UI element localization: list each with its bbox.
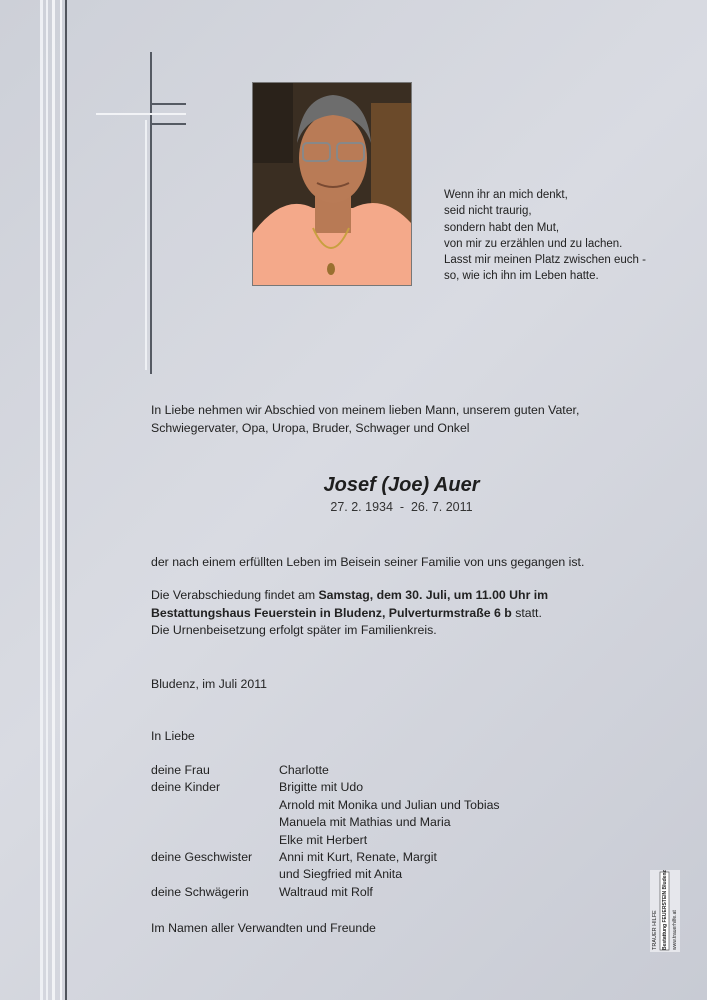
ceremony-text [151, 587, 548, 640]
deceased-name: Josef (Joe) Auer [323, 474, 480, 496]
family-names: Charlotte [279, 763, 329, 777]
life-dates: 27. 2. 1934 - 26. 7. 2011 [330, 500, 473, 514]
logo-line: Bestattung FEUERSTEIN Bludenz [662, 870, 668, 950]
ceremony-location: Bestattungshaus Feuerstein in Bludenz, Pulverturmstraße 6 b [151, 605, 512, 620]
family-row [151, 814, 500, 831]
family-names: Waltraud mit Rolf [279, 884, 373, 899]
logo-line: www.trauerhilfe.at [672, 910, 678, 950]
poem-line: sondern habt den Mut, [444, 221, 560, 234]
in-love-heading: In Liebe [151, 729, 195, 743]
family-row [151, 762, 500, 779]
ceremony-text-part: Die Verabschiedung findet am [151, 588, 319, 602]
family-row [151, 779, 500, 796]
family-relation: deine Geschwister [151, 850, 253, 865]
poem-line: so, wie ich ihn im Leben hatte. [444, 270, 599, 283]
intro-line: Schwiegervater, Opa, Uropa, Bruder, Schwager und Onkel [151, 420, 470, 435]
portrait-photo [252, 82, 412, 286]
burial-note: Die Urnenbeisetzung erfolgt später im Familienkreis. [151, 623, 437, 637]
family-relation [151, 832, 279, 849]
passing-line: der nach einem erfüllten Leben im Beisein seiner Familie von uns gegangen ist. [151, 555, 585, 569]
family-row [151, 866, 500, 883]
family-row [151, 884, 500, 901]
family-names: Elke mit Herbert [279, 832, 368, 847]
closing-text: Im Namen aller Verwandten und Freunde [151, 921, 376, 935]
poem-line: Wenn ihr an mich denkt, [444, 189, 568, 201]
poem [444, 187, 646, 285]
funeral-home-logo [650, 870, 680, 952]
family-list [151, 762, 500, 901]
family-relation: deine Schwägerin [151, 884, 249, 899]
family-names: Brigitte mit Udo [279, 780, 364, 795]
family-names: und Siegfried mit Anita [279, 867, 403, 882]
place-date: Bludenz, im Juli 2011 [151, 677, 267, 691]
poem-line: Lasst mir meinen Platz zwischen euch - [444, 254, 646, 267]
logo-line: TRAUER HILFE [652, 910, 658, 950]
family-row [151, 832, 500, 849]
family-relation: deine Frau [151, 763, 210, 777]
family-relation [151, 814, 279, 831]
family-relation [151, 797, 279, 814]
family-relation [151, 866, 279, 883]
family-row [151, 849, 500, 866]
family-names: Anni mit Kurt, Renate, Margit [279, 850, 437, 865]
family-names: Arnold mit Monika und Julian und Tobias [279, 797, 500, 812]
passing-text [151, 554, 584, 572]
intro-line: In Liebe nehmen wir Abschied von meinem lieben Mann, unserem guten Vater, [151, 403, 580, 417]
intro-text [151, 402, 579, 437]
ceremony-text-part: statt. [511, 605, 542, 620]
ceremony-time: Samstag, dem 30. Juli, um 11.00 Uhr im [318, 588, 549, 602]
family-relation: deine Kinder [151, 780, 221, 795]
family-names: Manuela mit Mathias und Maria [279, 815, 451, 830]
family-row [151, 797, 500, 814]
poem-line: seid nicht traurig, [444, 205, 532, 218]
poem-line: von mir zu erzählen und zu lachen. [444, 237, 623, 250]
